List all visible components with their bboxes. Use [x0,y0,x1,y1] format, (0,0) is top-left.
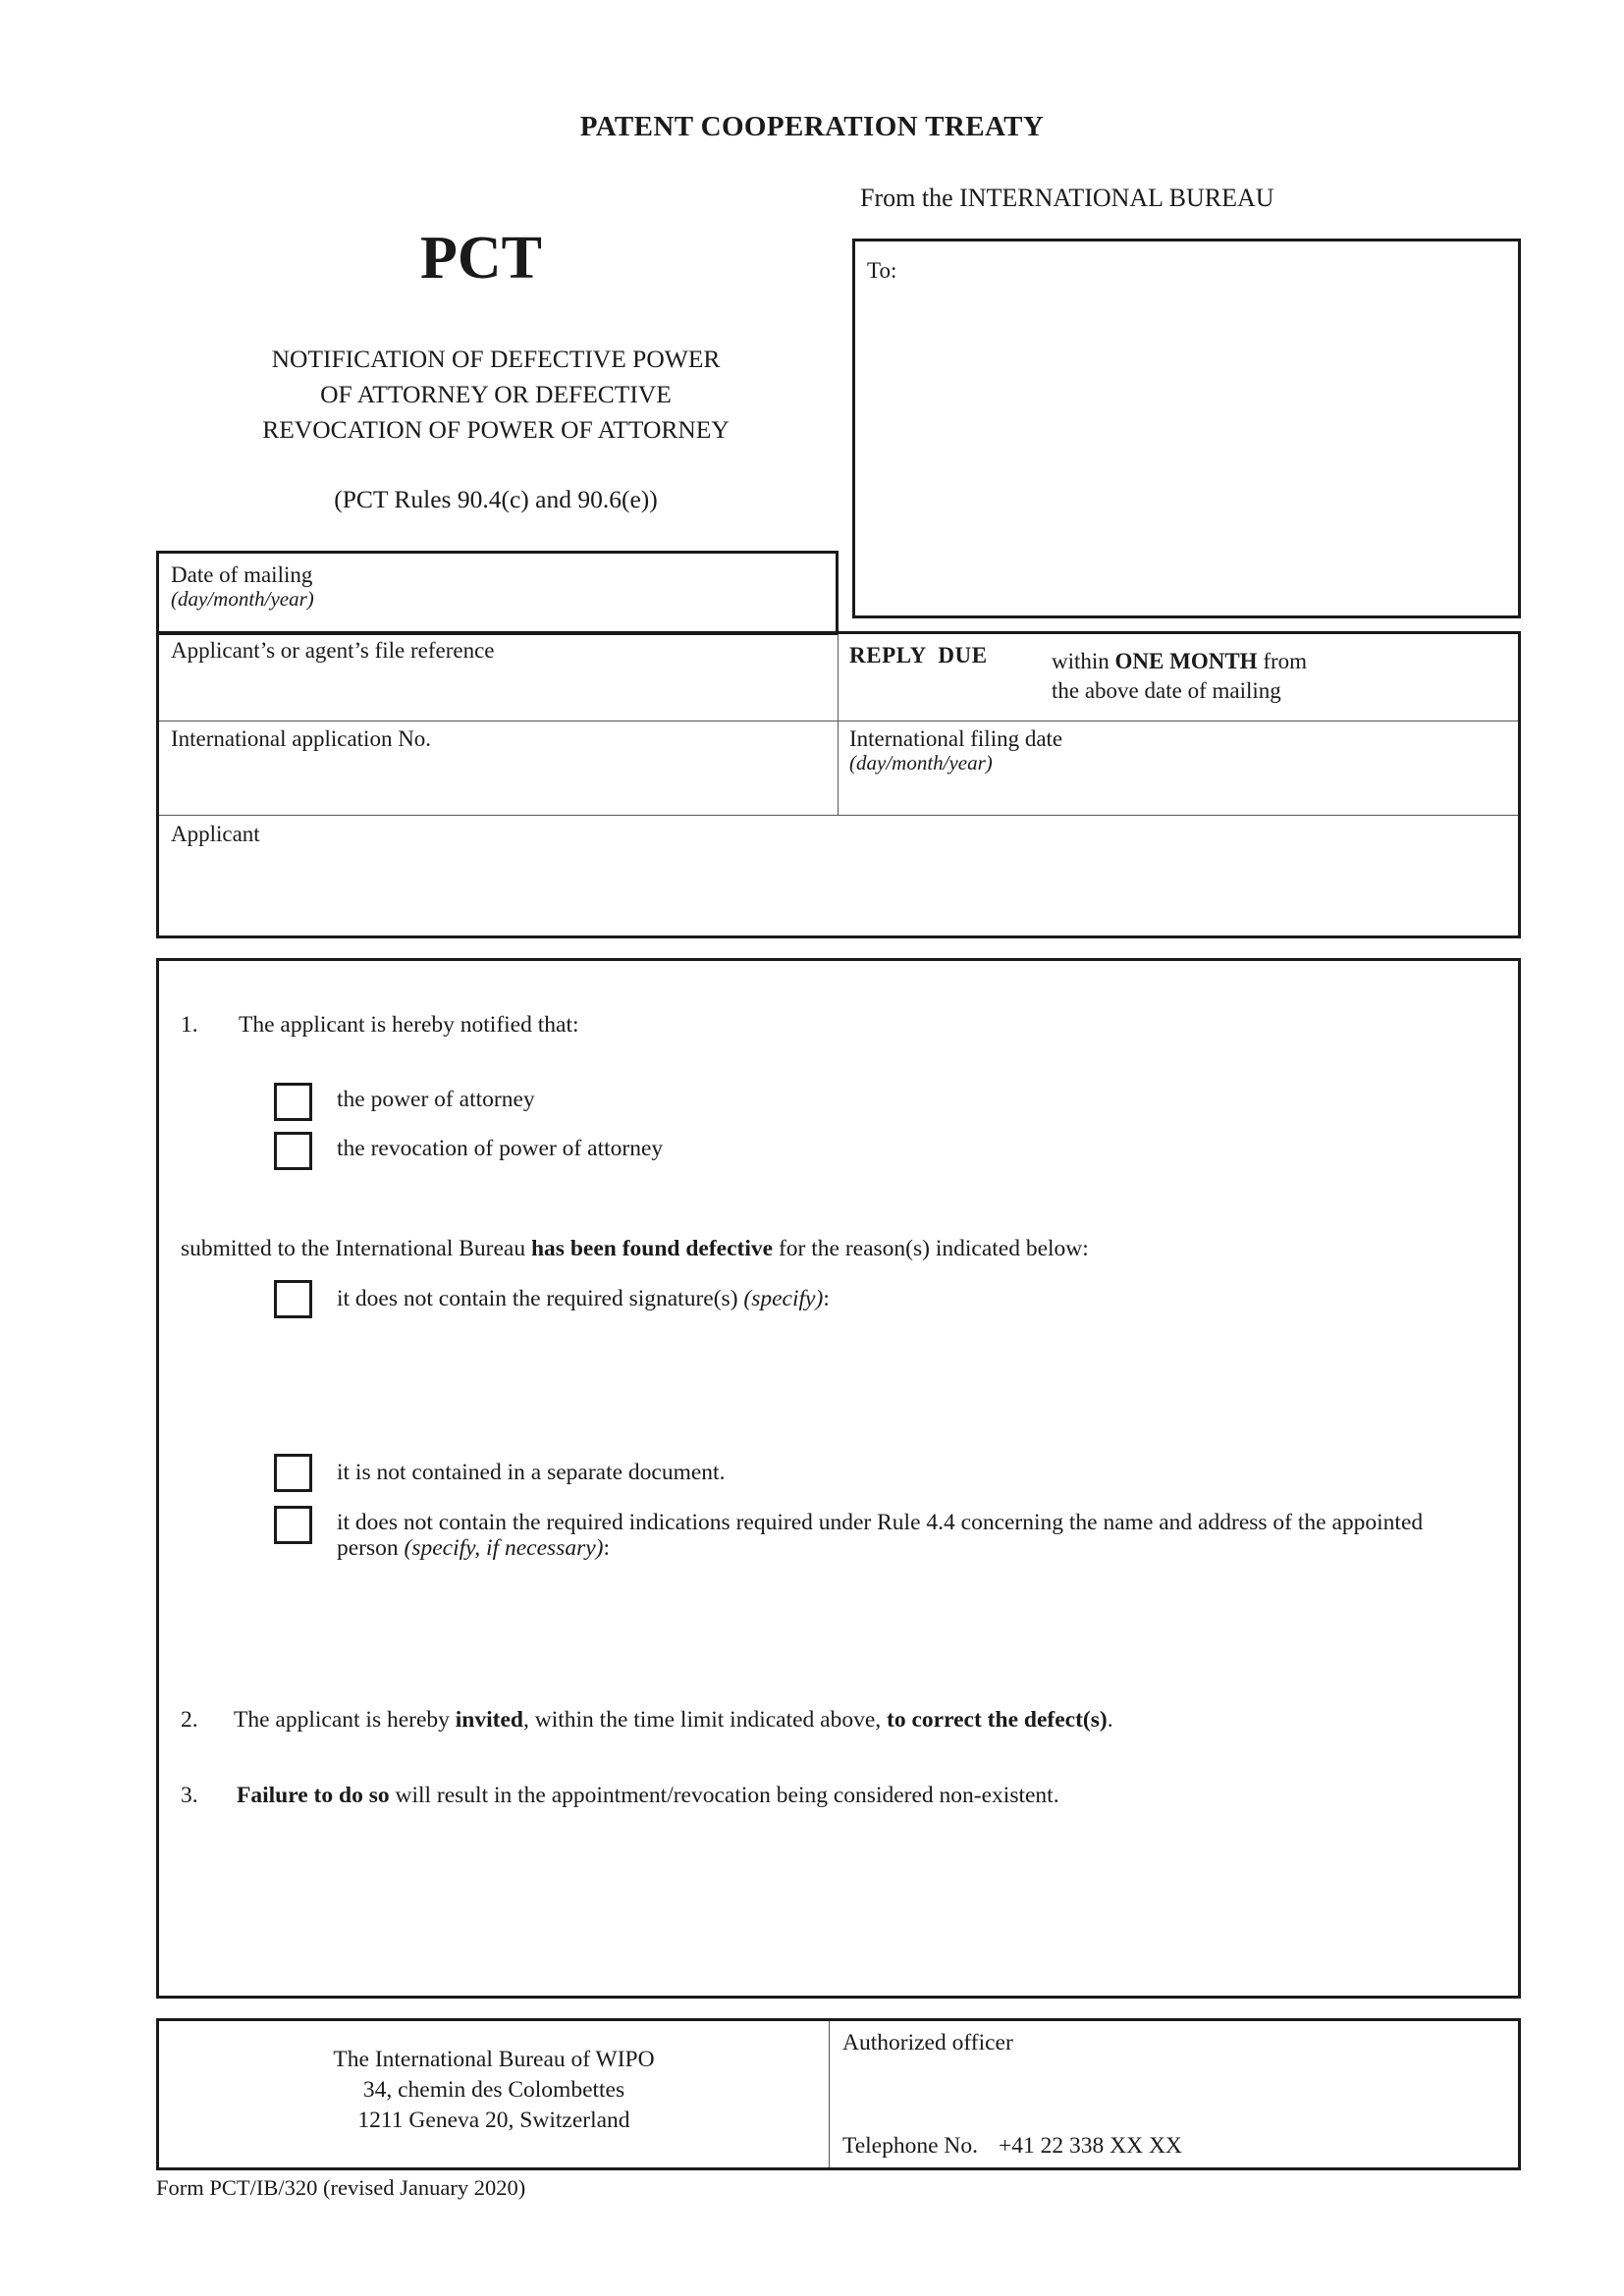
item-1-number: 1. [181,1012,198,1038]
text-segment: submitted to the International Bureau [181,1236,531,1261]
date-of-mailing-cell[interactable] [156,551,839,635]
reply-due-reference: the above date of mailing [1052,678,1281,703]
reply-due-cell [839,634,1518,721]
text-segment: from [1257,649,1308,673]
bold-text: ONE MONTH [1114,649,1258,673]
italic-text: (specify) [743,1286,824,1311]
checkbox-not-separate-document[interactable] [274,1454,312,1492]
reason-missing-signature [337,1286,830,1312]
item-2-text [234,1707,1113,1734]
bold-text: has been found defective [530,1236,774,1261]
to-label: To: [867,258,897,283]
pct-title: PCT [420,225,542,292]
form-title [177,342,815,448]
checkbox-revocation[interactable] [274,1132,312,1170]
file-reference-label: Applicant’s or agent’s file reference [171,638,495,663]
text-segment: The applicant is hereby [234,1707,456,1733]
bold-text: to correct the defect(s) [887,1707,1108,1733]
from-international-bureau: From the INTERNATIONAL BUREAU [860,184,1274,212]
reason-missing-indications-cont [337,1535,610,1562]
reason-missing-indications: it does not contain the required indications required under Rule 4.4 concerning the name and address of the appointed [337,1510,1424,1535]
text-segment: : [823,1286,830,1311]
addressee-box[interactable] [852,239,1521,618]
item-3-text [237,1783,1059,1809]
text-segment: . [1107,1707,1113,1733]
filing-date-cell[interactable] [839,721,1518,815]
reply-due-period [1052,648,1307,674]
date-format-hint: (day/month/year) [849,751,993,774]
text-segment: , within the time limit indicated above, [523,1707,888,1733]
found-defective-statement [181,1236,1089,1262]
checkbox-power-of-attorney[interactable] [274,1083,312,1121]
application-number-cell[interactable] [159,721,837,815]
reason-not-separate-document: it is not contained in a separate document. [337,1460,726,1485]
pct-rules: (PCT Rules 90.4(c) and 90.6(e)) [334,485,658,513]
application-details-grid [156,631,1521,938]
telephone-value: +41 22 338 XX XX [999,2133,1182,2159]
signature-block [156,2018,1521,2170]
checkbox-missing-signature[interactable] [274,1280,312,1318]
text-segment: person [337,1535,405,1561]
applicant-label: Applicant [171,822,260,846]
text-segment: : [603,1535,611,1561]
item-1-text: The applicant is hereby notified that: [239,1012,579,1038]
date-format-hint: (day/month/year) [171,587,314,611]
address-line: 1211 Geneva 20, Switzerland [357,2108,630,2133]
text-segment: it does not contain the required signature(s) [337,1286,744,1311]
item-3-number: 3. [181,1783,198,1808]
file-reference-cell[interactable] [159,634,837,721]
address-line: The International Bureau of WIPO [333,2047,655,2072]
form-title-line: NOTIFICATION OF DEFECTIVE POWER [271,345,721,373]
authorized-officer-label: Authorized officer [842,2030,1013,2056]
checkbox-missing-indications[interactable] [274,1506,312,1544]
text-segment: will result in the appointment/revocation being considered non-existent. [389,1783,1059,1808]
address-line: 34, chemin des Colombettes [362,2077,625,2103]
date-of-mailing-label: Date of mailing [171,562,313,587]
reply-due-label: REPLY DUE [849,643,988,667]
text-segment: for the reason(s) indicated below: [773,1236,1089,1261]
text-segment: within [1052,649,1115,673]
bold-text: Failure to do so [237,1783,390,1808]
authorized-officer-cell[interactable] [831,2021,1518,2167]
applicant-cell[interactable] [159,816,1518,935]
treaty-heading: PATENT COOPERATION TREATY [579,111,1045,142]
form-number: Form PCT/IB/320 (revised January 2020) [156,2175,526,2200]
form-title-line: OF ATTORNEY OR DEFECTIVE [320,380,672,408]
notification-body [156,958,1521,1999]
option-revocation: the revocation of power of attorney [337,1136,664,1161]
application-number-label: International application No. [171,726,432,751]
italic-text: (specify, if necessary) [404,1535,604,1561]
signature-divider [829,2021,830,2167]
bold-text: invited [455,1707,523,1733]
telephone-label: Telephone No. [842,2133,979,2159]
form-title-line: REVOCATION OF POWER OF ATTORNEY [262,415,730,444]
filing-date-label: International filing date [849,726,1063,751]
wipo-address [159,2045,829,2136]
option-power-of-attorney: the power of attorney [337,1087,535,1112]
item-2-number: 2. [181,1707,198,1733]
